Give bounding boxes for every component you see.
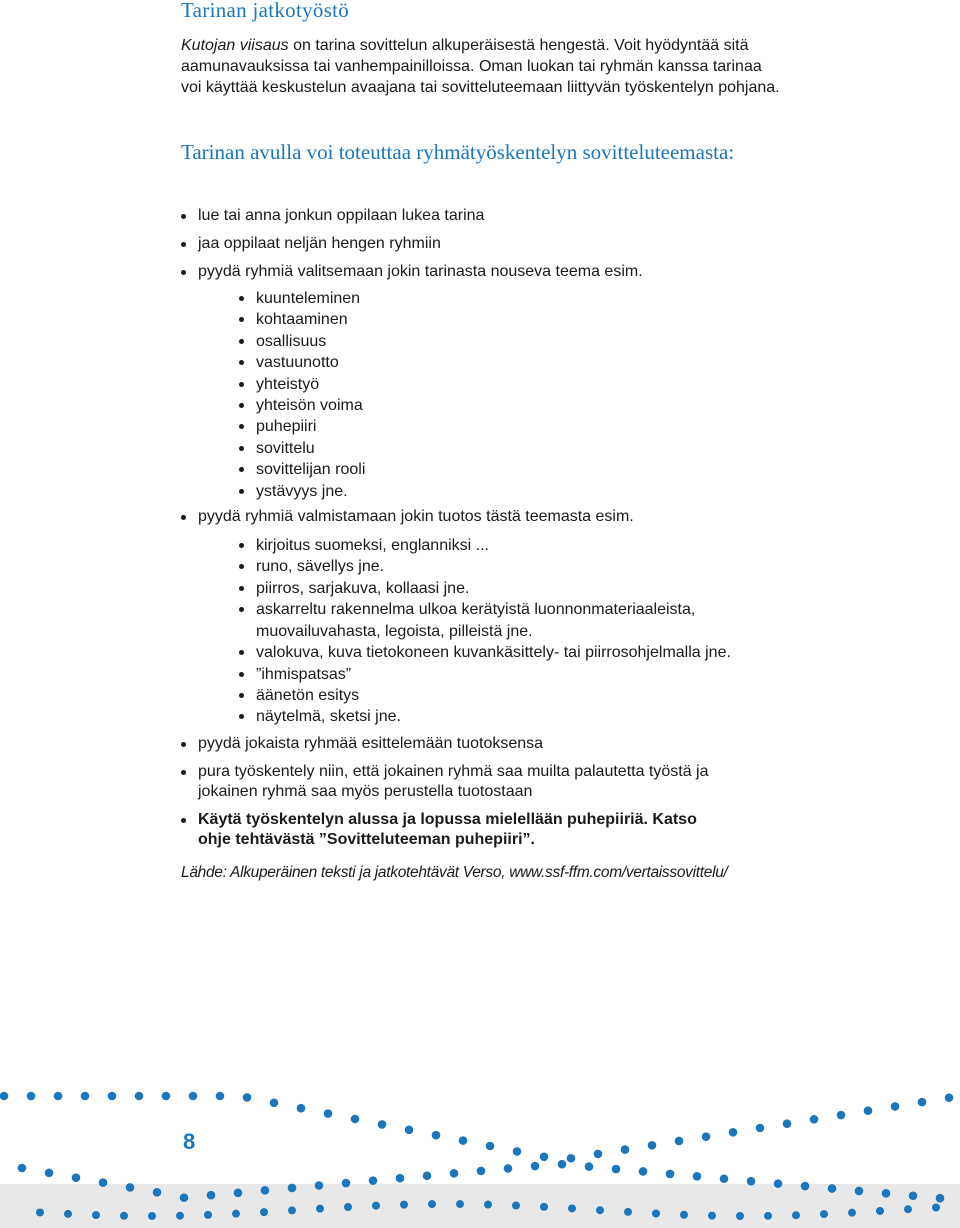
- decor-dot: [904, 1205, 912, 1213]
- decor-dot: [243, 1093, 252, 1102]
- list-item: kuunteleminen: [239, 288, 881, 309]
- decor-dot: [135, 1092, 144, 1101]
- decor-dot: [648, 1141, 657, 1150]
- list-item: puhepiiri: [239, 416, 881, 437]
- list-item: pyydä ryhmiä valmistamaan jokin tuotos tästä teemasta esim.: [181, 507, 881, 527]
- decor-dot: [639, 1167, 648, 1176]
- decor-dot: [0, 1092, 8, 1101]
- list-item: askarreltu rakennelma ulkoa kerätyistä luonnonmateriaaleista, muovailuvahasta, legoista, pilleistä jne.: [239, 599, 776, 642]
- list-item: vastuunotto: [239, 352, 881, 373]
- decor-dot: [864, 1106, 873, 1115]
- decor-dot: [54, 1092, 63, 1101]
- decor-dot: [176, 1212, 184, 1220]
- list-item: ystävyys jne.: [239, 481, 881, 502]
- decor-dot: [585, 1162, 594, 1171]
- decor-dot: [568, 1204, 576, 1212]
- list-item: piirros, sarjakuva, kollaasi jne.: [239, 578, 881, 599]
- decor-dot: [162, 1092, 171, 1101]
- theme-list: [239, 288, 881, 502]
- decor-dot: [372, 1202, 380, 1210]
- decor-dot: [612, 1165, 621, 1174]
- task-list: [181, 206, 881, 850]
- decor-dot: [405, 1126, 414, 1135]
- list-item: kohtaaminen: [239, 309, 881, 330]
- decor-dot: [764, 1212, 772, 1220]
- decor-dot: [204, 1211, 212, 1219]
- decor-dot: [324, 1109, 333, 1118]
- story-title: Kutojan viisaus: [181, 37, 289, 54]
- decor-dot: [207, 1191, 216, 1200]
- decor-dot: [504, 1164, 513, 1173]
- decor-dot: [180, 1193, 189, 1202]
- decor-dot: [540, 1203, 548, 1211]
- decor-dot: [774, 1179, 783, 1188]
- decor-dot: [288, 1184, 297, 1193]
- decor-dot: [270, 1099, 279, 1108]
- decor-dot: [99, 1178, 108, 1187]
- list-item: runo, sävellys jne.: [239, 556, 881, 577]
- dot-wave-decoration: [0, 1070, 960, 1228]
- decor-dot: [288, 1206, 296, 1214]
- decor-dot: [652, 1209, 660, 1217]
- decor-dot: [594, 1150, 603, 1159]
- list-item: sovittelu: [239, 438, 881, 459]
- decor-dot: [828, 1184, 837, 1193]
- decor-dot: [810, 1115, 819, 1124]
- decor-dot: [396, 1174, 405, 1183]
- decor-dot: [680, 1211, 688, 1219]
- decor-dot: [260, 1208, 268, 1216]
- decor-dot: [27, 1092, 36, 1101]
- decor-dot: [837, 1111, 846, 1120]
- decor-dot: [428, 1200, 436, 1208]
- decor-dot: [540, 1153, 549, 1162]
- list-item: kirjoitus suomeksi, englanniksi ...: [239, 535, 881, 556]
- theme-sublist-container: [181, 288, 881, 502]
- list-item: jaa oppilaat neljän hengen ryhmiin: [181, 234, 881, 254]
- decor-dot: [315, 1181, 324, 1190]
- decor-dot: [120, 1212, 128, 1220]
- decor-dot: [45, 1169, 54, 1178]
- decor-dot: [316, 1205, 324, 1213]
- list-item: Käytä työskentelyn alussa ja lopussa mielellään puhepiiriä. Katso ohje tehtävästä ”Sovitteluteeman puhepiiri”.: [181, 810, 708, 850]
- list-item: pura työskentely niin, että jokainen ryhmä saa muilta palautetta työstä ja jokainen ryhmä saa myös perustella tuotostaan: [181, 762, 738, 802]
- decor-dot: [369, 1176, 378, 1185]
- decor-dot: [72, 1173, 81, 1182]
- decor-dot: [596, 1206, 604, 1214]
- list-item: sovittelijan rooli: [239, 459, 881, 480]
- decor-dot: [153, 1188, 162, 1197]
- decor-dot: [891, 1102, 900, 1111]
- decor-dot: [945, 1093, 954, 1102]
- decor-dot: [736, 1212, 744, 1220]
- decor-dot: [342, 1179, 351, 1188]
- decor-dot: [486, 1142, 495, 1151]
- list-item: pyydä ryhmiä valitsemaan jokin tarinasta nouseva teema esim.: [181, 262, 881, 282]
- list-item: lue tai anna jonkun oppilaan lukea tarina: [181, 206, 881, 226]
- decor-dot: [531, 1162, 540, 1171]
- decor-dot: [400, 1201, 408, 1209]
- decor-dot: [344, 1203, 352, 1211]
- decor-dot: [297, 1104, 306, 1113]
- decor-dot: [783, 1119, 792, 1128]
- decor-dot: [216, 1092, 225, 1101]
- decor-dot: [459, 1136, 468, 1145]
- decor-dot: [729, 1128, 738, 1137]
- list-item: osallisuus: [239, 331, 881, 352]
- decor-dot: [567, 1154, 576, 1163]
- decor-dot: [675, 1137, 684, 1146]
- decor-dot: [882, 1189, 891, 1198]
- product-sublist-container: [181, 535, 881, 728]
- decor-dot: [261, 1186, 270, 1195]
- list-item: näytelmä, sketsi jne.: [239, 706, 881, 727]
- decor-dot: [513, 1147, 522, 1156]
- decor-dot: [624, 1208, 632, 1216]
- decor-dot: [708, 1212, 716, 1220]
- decor-dot: [876, 1207, 884, 1215]
- decor-dot: [820, 1210, 828, 1218]
- decor-dot: [232, 1210, 240, 1218]
- decor-dot: [801, 1182, 810, 1191]
- decor-dot: [855, 1187, 864, 1196]
- decor-dot: [81, 1092, 90, 1101]
- decor-dot: [189, 1092, 198, 1101]
- list-item: yhteisön voima: [239, 395, 881, 416]
- decor-dot: [848, 1209, 856, 1217]
- decor-dot: [36, 1208, 44, 1216]
- source-note: Lähde: Alkuperäinen teksti ja jatkotehtävät Verso, www.ssf-ffm.com/vertaissovittelu/: [181, 864, 728, 881]
- decor-dot: [92, 1211, 100, 1219]
- decor-dot: [909, 1191, 918, 1200]
- decor-dot: [936, 1194, 945, 1203]
- decor-dot: [621, 1145, 630, 1154]
- decor-dot: [64, 1210, 72, 1218]
- decor-dot: [378, 1120, 387, 1129]
- product-list: [239, 535, 881, 728]
- decor-dot: [351, 1115, 360, 1124]
- decor-dot: [456, 1200, 464, 1208]
- list-item: ”ihmispatsas”: [239, 664, 881, 685]
- decor-dot: [693, 1172, 702, 1181]
- decor-dot: [512, 1201, 520, 1209]
- decor-dot: [234, 1188, 243, 1197]
- intro-paragraph: [181, 35, 781, 98]
- list-item: valokuva, kuva tietokoneen kuvankäsittely- tai piirrosohjelmalla jne.: [239, 642, 881, 663]
- decor-dot: [756, 1124, 765, 1133]
- decor-dot: [558, 1160, 567, 1169]
- list-item: pyydä jokaista ryhmää esittelemään tuotoksensa: [181, 734, 881, 754]
- decor-dot: [932, 1204, 940, 1212]
- decor-dot: [450, 1169, 459, 1178]
- decor-dot: [747, 1177, 756, 1186]
- decor-dot: [484, 1201, 492, 1209]
- list-item: äänetön esitys: [239, 685, 881, 706]
- list-item: yhteistyö: [239, 374, 881, 395]
- decor-dot: [477, 1167, 486, 1176]
- decor-dot: [432, 1131, 441, 1140]
- section-heading: Tarinan jatkotyöstö: [181, 0, 350, 22]
- decor-dot: [666, 1170, 675, 1179]
- decor-dot: [702, 1132, 711, 1141]
- page-number: 8: [183, 1129, 196, 1154]
- subsection-heading: Tarinan avulla voi toteuttaa ryhmätyöskentelyn sovitteluteemasta:: [181, 140, 735, 164]
- decor-dot: [126, 1183, 135, 1192]
- decor-dot: [792, 1211, 800, 1219]
- decor-dot: [108, 1092, 117, 1101]
- decor-dot: [18, 1164, 27, 1173]
- decor-dot: [720, 1174, 729, 1183]
- decor-dot: [423, 1171, 432, 1180]
- decor-dot: [918, 1098, 927, 1107]
- decor-dot: [148, 1212, 156, 1220]
- intro-text: on tarina sovittelun alkuperäisestä hengestä. Voit hyödyntää sitä aamunavauksissa tai vanhempainilloissa. Oman luokan tai ryhmän kanssa tarinaa voi käyttää keskustelun avaajana tai sovitteluteemaan liittyvän työskentelyn pohjana.: [181, 37, 780, 96]
